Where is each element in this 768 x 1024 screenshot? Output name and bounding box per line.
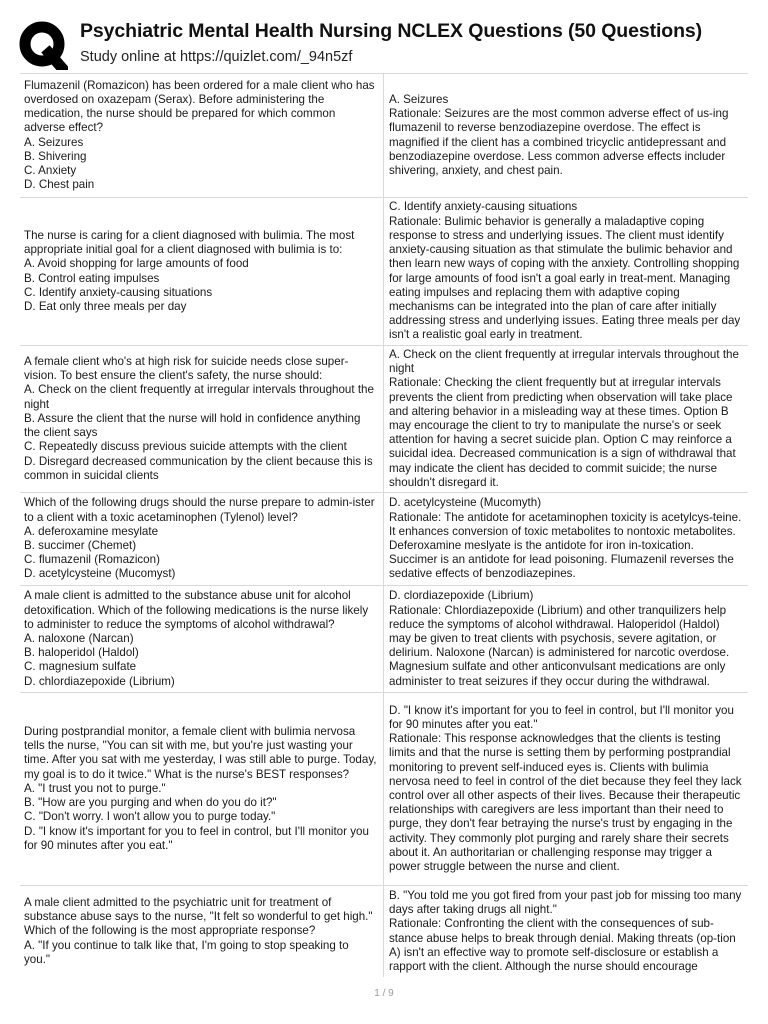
flashcard	[20, 585, 748, 692]
answer-text: A. Seizures	[389, 92, 449, 106]
card-definition	[383, 198, 748, 345]
rationale-text: Rationale: Bulimic behavior is generally a maladaptive coping response to stress and underlying issues. The client must identify anxiety-causing situation as that stimulate the bulimic behavior and then learn new ways of coping with the anxiety. Controlling shopping for large amounts of food isn't a goal early in treat-ment. Managing eating impulses and replacing them with adaptive coping mechanisms can be integrated into the plan of care after initially addressing stress and underlying issues. Eating three meals per day isn't a realistic goal early in treatment.	[389, 214, 741, 342]
option-a: A. naloxone (Narcan)	[24, 631, 134, 645]
question-text: A female client who's at high risk for suicide needs close super-vision. To best ensure the client's safety, the nurse should:	[24, 355, 349, 383]
card-term	[20, 198, 383, 345]
card-term	[20, 493, 383, 585]
rationale-text: Rationale: Chlordiazepoxide (Librium) and other tranquilizers help reduce the symptoms of alcohol withdrawal. Haloperidol (Haldol) may be given to treat clients with psychosis, severe agitation, or delirium. Naloxone (Narcan) is administered for narcotic overdose. Magnesium sulfate and other anticonvulsant medications are only administer to treat seizures if they occur during the withdrawal.	[389, 603, 730, 688]
card-definition	[383, 74, 748, 197]
option-c: C. magnesium sulfate	[24, 660, 137, 674]
question-text: A male client is admitted to the substance abuse unit for alcohol detoxification. Which of the following medications is the nurse likely to administer to reduce the symptoms of alcohol withdrawal?	[24, 589, 369, 631]
option-a: A. deferoxamine mesylate	[24, 524, 159, 538]
card-term	[20, 346, 383, 492]
card-definition	[383, 346, 748, 492]
answer-text: A. Check on the client frequently at irregular intervals throughout the night	[389, 347, 739, 376]
card-term	[20, 74, 383, 197]
option-a: A. "If you continue to talk like that, I'm going to stop speaking to you."	[24, 938, 349, 966]
option-a: A. Seizures	[24, 135, 84, 149]
flashcard	[20, 73, 748, 197]
question-text: Flumazenil (Romazicon) has been ordered for a male client who has overdosed on oxazepam (Serax). Before administering the medication, the nurse should be prepared for which common adverse effect?	[24, 78, 375, 135]
flashcard	[20, 692, 748, 885]
option-d: D. acetylcysteine (Mucomyst)	[24, 567, 176, 581]
option-d: D. Disregard decreased communication by the client because this is common in suicidal clients	[24, 454, 373, 482]
answer-text: B. "You told me you got fired from your past job for missing too many days after taking drugs all night."	[389, 888, 742, 917]
option-d: D. chlordiazepoxide (Librium)	[24, 674, 175, 688]
question-text: During postprandial monitor, a female client with bulimia nervosa tells the nurse, "You can sit with me, but you're just wasting your time. After you sat with me yesterday, I was still able to purge. Today, my goal is to do it twice." What is the nurse's BEST responses?	[24, 725, 377, 781]
study-online-link[interactable]: Study online at https://quizlet.com/_94n5zf	[80, 49, 353, 65]
card-definition	[383, 586, 748, 692]
option-b: B. Shivering	[24, 149, 87, 163]
option-d: D. Chest pain	[24, 178, 95, 192]
rationale-text: Rationale: This response acknowledges that the clients is testing limits and that the nurse is setting them by performing postprandial monitoring to prevent self-induced eyes is. Clients with bulimia nervosa need to feel in control of the diet because they feel they lack control over all other aspects of their lives. Because their therapeutic relationships with caregivers are less important than their need to purge, they don't fear betraying the nurse's trust by engaging in the activity. They commonly plot purging and rarely share their secrets about it. An authoritarian or challenging response may trigger a power struggle between the nurse and client.	[389, 732, 742, 874]
card-definition	[383, 886, 748, 977]
option-b: B. Control eating impulses	[24, 271, 160, 285]
option-b: B. "How are you purging and when do you do it?"	[24, 796, 277, 810]
option-b: B. haloperidol (Haldol)	[24, 646, 139, 660]
answer-text: D. "I know it's important for you to feel in control, but I'll monitor you for 90 minutes after you eat."	[389, 703, 734, 731]
quizlet-logo-icon	[18, 20, 68, 70]
flashcard	[20, 885, 748, 977]
question-text: The nurse is caring for a client diagnosed with bulimia. The most appropriate initial goal for a client diagnosed with bulimia is to:	[24, 228, 355, 257]
option-a: A. Avoid shopping for large amounts of food	[24, 257, 249, 271]
option-b: B. succimer (Chemet)	[24, 539, 137, 552]
answer-text: D. clordiazepoxide (Librium)	[389, 589, 534, 603]
rationale-text: Rationale: Confronting the client with the consequences of sub-stance abuse helps to break through denial. Making threats (op-tion A) isn't an effective way to promote self-disclosure or establish a rapport with the client. Although the nurse should encourage	[389, 917, 736, 973]
answer-text: D. acetylcysteine (Mucomyth)	[389, 496, 542, 510]
option-d: D. "I know it's important for you to feel in control, but I'll monitor you for 90 minutes after you eat."	[24, 824, 369, 852]
option-a: A. Check on the client frequently at irregular intervals throughout the night	[24, 383, 374, 411]
flashcard-list	[20, 73, 748, 977]
question-text: Which of the following drugs should the nurse prepare to admin-ister to a client with a toxic acetaminophen (Tylenol) level?	[24, 496, 375, 524]
option-c: C. flumazenil (Romazicon)	[24, 553, 160, 567]
option-c: C. Repeatedly discuss previous suicide attempts with the client	[24, 440, 347, 454]
option-a: A. "I trust you not to purge."	[24, 781, 166, 795]
card-term	[20, 693, 383, 885]
flashcard	[20, 492, 748, 585]
option-c: C. Identify anxiety-causing situations	[24, 285, 213, 299]
option-b: B. Assure the client that the nurse will hold in confidence anything the client says	[24, 411, 361, 440]
document-title: Psychiatric Mental Health Nursing NCLEX Questions (50 Questions)	[80, 20, 703, 42]
page-header	[0, 0, 768, 72]
card-definition	[383, 693, 748, 885]
option-c: C. "Don't worry. I won't allow you to purge today."	[24, 810, 276, 824]
rationale-text: Rationale: Seizures are the most common adverse effect of us-ing flumazenil to reverse benzodiazepine overdose. The effect is magnified if the client has a combined tricyclic antidepressant and benzodiazepine overdose. Less common adverse effects includer shivering, anxiety, and chest pain.	[389, 107, 729, 177]
card-definition	[383, 493, 748, 585]
question-text: A male client admitted to the psychiatric unit for treatment of substance abuse says to the nurse, "It felt so wonderful to get high." Which of the following is the most appropriate response?	[24, 895, 373, 938]
option-d: D. Eat only three meals per day	[24, 299, 187, 313]
option-c: C. Anxiety	[24, 163, 77, 177]
answer-text: C. Identify anxiety-causing situations	[389, 200, 578, 214]
page-number: 1 / 9	[374, 988, 394, 999]
flashcard	[20, 345, 748, 492]
rationale-text: Rationale: Checking the client frequently but at irregular intervals prevents the client from predicting when observation will take place and altering behavior in a misleading way at these times. Option B may encourage the client to try to manipulate the nurse's or seek attention for having a secret suicide plan. Option C may reinforce a suicidal idea. Decreased communication is a sign of withdrawal that may indicate the client has decided to commit suicide; the nurse shouldn't disregard it.	[389, 376, 736, 489]
rationale-text: Rationale: The antidote for acetaminophen toxicity is acetylcys-teine. It enhances conversion of toxic metabolites to nontoxic metabolites. Deferoxamine meslyate is the antidote for iron in-toxication. Succimer is an antidote for lead poisoning. Flumazenil reverses the sedative effects of benzodiazepines.	[389, 510, 742, 581]
flashcard	[20, 197, 748, 345]
card-term	[20, 886, 383, 977]
card-term	[20, 586, 383, 692]
